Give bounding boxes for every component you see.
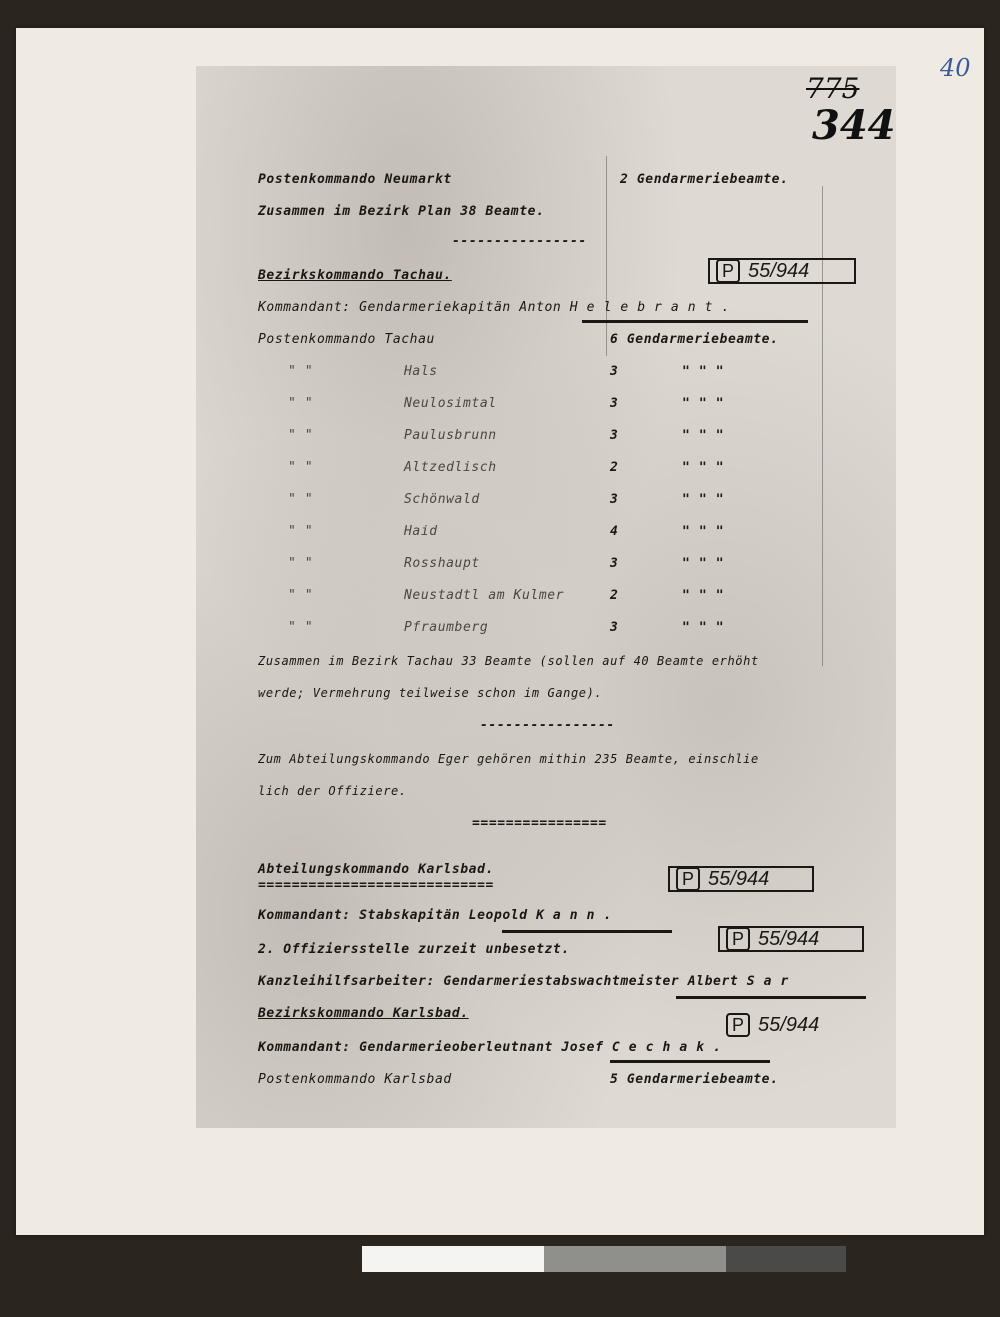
post-ditto: " " " xyxy=(682,364,725,379)
new-archive-number: 344 xyxy=(812,102,896,149)
post-ditto: " " " xyxy=(682,396,725,411)
stamp-letter: P xyxy=(676,867,700,891)
post-name: Neustadtl am Kulmer xyxy=(404,588,565,603)
stamp-number: 55/944 xyxy=(708,867,770,890)
heading-abteilung-karlsbad: Abteilungskommando Karlsbad. xyxy=(258,862,494,877)
heading-bezirk-tachau: Bezirkskommando Tachau. xyxy=(258,268,452,283)
post-count: 2 xyxy=(610,460,619,475)
receipt-stamp xyxy=(718,1012,864,1038)
post-count: 3 xyxy=(610,492,619,507)
receipt-stamp xyxy=(718,926,864,952)
post-ditto: " " " xyxy=(682,428,725,443)
underline-name xyxy=(610,1060,770,1063)
document-photograph xyxy=(196,66,896,1128)
post-name: Schönwald xyxy=(404,492,480,507)
post-count: 4 xyxy=(610,524,619,539)
post-name: Pfraumberg xyxy=(404,620,489,635)
heading-bezirk-karlsbad: Bezirkskommando Karlsbad. xyxy=(258,1006,469,1021)
post-name: Altzedlisch xyxy=(404,460,497,475)
post-count: 3 xyxy=(610,620,619,635)
posten-neumarkt: Postenkommando Neumarkt xyxy=(258,172,452,187)
separator-1: ---------------- xyxy=(452,234,587,249)
post-ditto: " " " xyxy=(682,556,725,571)
calibration-gray xyxy=(544,1246,726,1272)
folio-number: 40 xyxy=(940,54,971,82)
post-name: Rosshaupt xyxy=(404,556,480,571)
list-item: " " xyxy=(288,396,314,411)
underline-name xyxy=(676,996,866,999)
stamp-number: 55/944 xyxy=(758,927,820,950)
post-ditto: " " " xyxy=(682,492,725,507)
post-name: Haid xyxy=(404,524,438,539)
post-name: Hals xyxy=(404,364,438,379)
post-ditto: " " " xyxy=(682,620,725,635)
posten-karlsbad: Postenkommando Karlsbad xyxy=(258,1072,452,1087)
ruling-line xyxy=(606,156,607,356)
calibration-dark xyxy=(726,1246,846,1272)
stamp-number: 55/944 xyxy=(748,259,810,282)
post-name: Neulosimtal xyxy=(404,396,497,411)
summary-tachau-line1: Zusammen im Bezirk Tachau 33 Beamte (sollen auf 40 Beamte erhöht xyxy=(258,654,759,668)
stamp-letter: P xyxy=(716,259,740,283)
post-count: 2 xyxy=(610,588,619,603)
list-item: " " xyxy=(288,364,314,379)
stamp-letter: P xyxy=(726,927,750,951)
underline-name xyxy=(502,930,672,933)
summary-plan: Zusammen im Bezirk Plan 38 Beamte. xyxy=(258,204,545,219)
list-item: " " xyxy=(288,620,314,635)
stamp-letter: P xyxy=(726,1013,750,1037)
stamp-number: 55/944 xyxy=(758,1013,820,1036)
list-item: " " xyxy=(288,556,314,571)
commander-karlsbad-abt: Kommandant: Stabskapitän Leopold K a n n . xyxy=(258,908,612,923)
commander-karlsbad-bez: Kommandant: Gendarmerieoberleutnant Josef C e c h a k . xyxy=(258,1040,722,1055)
post-count: 3 xyxy=(610,428,619,443)
posten-tachau: Postenkommando Tachau xyxy=(258,332,435,347)
list-item: " " xyxy=(288,460,314,475)
receipt-stamp xyxy=(668,866,814,892)
post-ditto: " " " xyxy=(682,460,725,475)
old-archive-number: 775 xyxy=(806,72,860,105)
ruling-line xyxy=(822,186,823,666)
posten-neumarkt-count: 2 Gendarmeriebeamte. xyxy=(620,172,789,187)
posten-tachau-count: 6 Gendarmeriebeamte. xyxy=(610,332,779,347)
eger-total-line1: Zum Abteilungskommando Eger gehören mithin 235 Beamte, einschlie xyxy=(258,752,759,766)
post-count: 3 xyxy=(610,396,619,411)
underline-name xyxy=(582,320,808,323)
post-count: 3 xyxy=(610,556,619,571)
receipt-stamp xyxy=(708,258,856,284)
list-item: " " xyxy=(288,524,314,539)
list-item: " " xyxy=(288,492,314,507)
posten-karlsbad-count: 5 Gendarmeriebeamte. xyxy=(610,1072,779,1087)
separator-2: ---------------- xyxy=(480,718,615,733)
list-item: " " xyxy=(288,428,314,443)
post-count: 3 xyxy=(610,364,619,379)
separator-3: ================ xyxy=(472,816,607,831)
heading-underline: ============================ xyxy=(258,878,494,893)
chancery-assistant: Kanzleihilfsarbeiter: Gendarmeriestabswachtmeister Albert S a r xyxy=(258,974,789,989)
post-ditto: " " " xyxy=(682,588,725,603)
calibration-white xyxy=(362,1246,544,1272)
list-item: " " xyxy=(288,588,314,603)
post-ditto: " " " xyxy=(682,524,725,539)
summary-tachau-line2: werde; Vermehrung teilweise schon im Gange). xyxy=(258,686,603,700)
eger-total-line2: lich der Offiziere. xyxy=(258,784,407,798)
post-name: Paulusbrunn xyxy=(404,428,497,443)
officer-vacancy: 2. Offiziersstelle zurzeit unbesetzt. xyxy=(258,942,570,957)
commander-tachau: Kommandant: Gendarmeriekapitän Anton H e l e b r a n t . xyxy=(258,300,730,315)
